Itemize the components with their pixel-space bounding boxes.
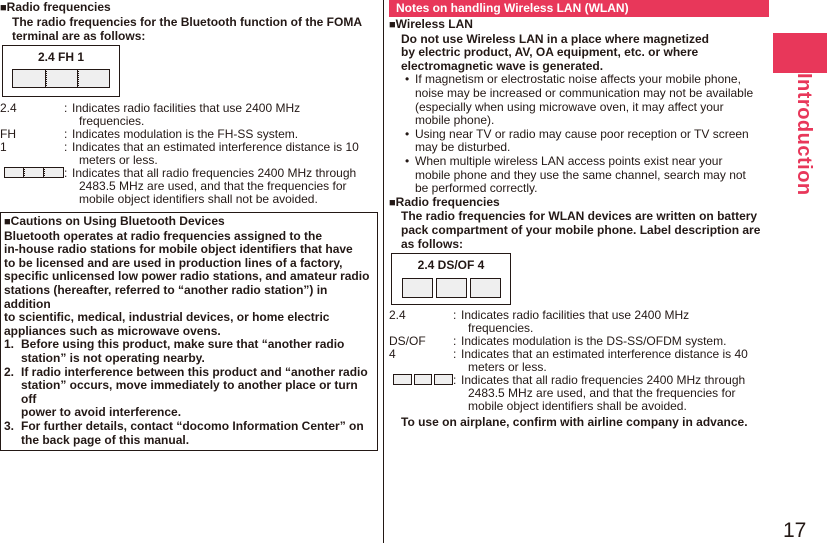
wlan-definitions <box>389 309 769 413</box>
wlan-def-row: 2.4 : Indicates radio facilities that use 2400 MHz frequencies. <box>389 308 690 336</box>
bt-label-cells <box>3 69 119 88</box>
frequency-band-legend <box>4 167 64 178</box>
bt-radio-intro: The radio frequencies for the Bluetooth function of the FOMA terminal are as follows: <box>12 15 362 43</box>
bt-definitions <box>0 102 378 206</box>
bt-def-row: : Indicates that all radio frequencies 2400 MHz through 2483.5 MHz are used, and that the frequencies for mobile object identifiers shall not be avoided. <box>0 167 378 206</box>
wlan-label-box <box>391 253 511 305</box>
right-column <box>389 0 769 429</box>
caution-body: Bluetooth operates at radio frequencies assigned to the in-house radio stations for mobile object identifiers that have to be licensed and are used in production lines of a factory, specific unlicensed low power radio stations, and amateur radio stations (hereafter, referred to “another radio station”) in addition to scientific, medical, industrial devices, or home electric appliances such as microwave ovens. <box>4 228 370 338</box>
caution-item: 1. Before using this product, make sure that “another radio station” is not operating nearby. <box>4 337 345 365</box>
wlan-bullet: • When multiple wireless LAN access points exist near your mobile phone and they use the same channel, search may not be performed correctly. <box>405 153 746 196</box>
wlan-bullet: • Using near TV or radio may cause poor reception or TV screen may be disturbed. <box>405 126 749 155</box>
wlan-frequency-legend <box>393 374 453 385</box>
wlan-radio-heading: ■Radio frequencies <box>389 194 500 209</box>
bt-label-box <box>2 45 120 97</box>
page-number: 17 <box>783 519 807 542</box>
wlan-heading: ■Wireless LAN <box>389 17 473 31</box>
wlan-intro: Do not use Wireless LAN in a place where magnetized by electric product, AV, OA equipment, etc. or where electromagnetic wave is generated. <box>401 31 709 73</box>
wlan-def-row: DS/OF : Indicates modulation is the DS-SS/OFDM system. <box>389 334 727 349</box>
wlan-def-row: : Indicates that all radio frequencies 2400 MHz through 2483.5 MHz are used, and that the frequencies for mobile object identifiers shall be avoided. <box>389 374 769 413</box>
bt-radio-heading: ■Radio frequencies <box>0 0 111 14</box>
section-tab <box>773 33 827 73</box>
left-column <box>0 0 378 451</box>
bt-def-row: 2.4 : Indicates radio facilities that use 2400 MHz frequencies. <box>0 101 301 128</box>
bt-def-row: FH : Indicates modulation is the FH-SS system. <box>0 127 299 141</box>
bt-label-title: 2.4 FH 1 <box>37 50 85 64</box>
section-tab-label: Introduction <box>793 73 815 196</box>
wlan-banner: Notes on handling Wireless LAN (WLAN) <box>389 0 769 17</box>
wlan-label-title: 2.4 DS/OF 4 <box>417 258 485 273</box>
caution-heading: ■Cautions on Using Bluetooth Devices <box>4 214 225 228</box>
caution-item: 2. If radio interference between this product and “another radio station” occurs, move immediately to another place or turn off power to avoid interference. <box>4 364 368 420</box>
wlan-label-cells <box>395 278 510 298</box>
caution-item: 3. For further details, contact “docomo Information Center” on the back page of this manual. <box>4 418 364 447</box>
wlan-bullet: • If magnetism or electrostatic noise affects your mobile phone, noise may be increased or communication may not be available (especially when using microwave oven, it may affect your mobile phone). <box>405 72 754 128</box>
column-divider <box>383 0 384 543</box>
bt-caution-box <box>0 212 378 451</box>
wlan-radio-intro: The radio frequencies for WLAN devices are written on battery pack compartment of your mobile phone. Label description are as follows: <box>401 209 761 251</box>
wlan-def-row: 4 : Indicates that an estimated interference distance is 40 meters or less. <box>389 347 748 375</box>
bt-def-row: 1 : Indicates that an estimated interference distance is 10 meters or less. <box>0 140 359 167</box>
airplane-note: To use on airplane, confirm with airline company in advance. <box>401 415 748 430</box>
